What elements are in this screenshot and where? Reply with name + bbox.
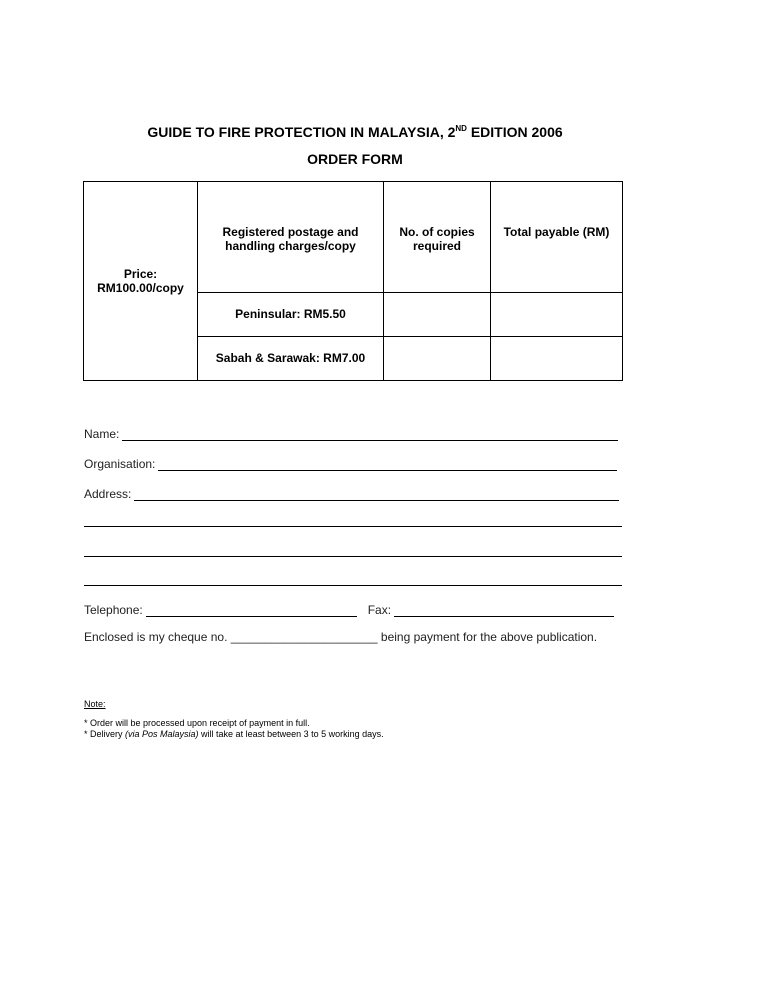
telephone-label: Telephone:	[84, 603, 143, 617]
sabah-sarawak-rate: Sabah & Sarawak: RM7.00	[198, 336, 384, 380]
price-cell	[84, 182, 198, 381]
address-row	[84, 485, 619, 501]
name-field[interactable]	[122, 428, 618, 441]
peninsular-copies-input[interactable]	[384, 292, 491, 336]
copies-header: No. of copies required	[384, 182, 491, 293]
title-text-part2: EDITION 2006	[466, 124, 563, 140]
address-field-line3[interactable]	[84, 556, 622, 557]
price-value: RM100.00/copy	[97, 281, 184, 295]
title-text-part1: GUIDE TO FIRE PROTECTION IN MALAYSIA, 2	[147, 124, 456, 140]
note-label: Note	[84, 699, 104, 709]
order-table	[83, 181, 623, 381]
cheque-statement: Enclosed is my cheque no. ______________________ being payment for the above publication.	[84, 630, 598, 644]
price-label: Price:	[123, 267, 158, 281]
name-label: Name:	[84, 427, 120, 441]
title-superscript: ND	[455, 124, 467, 133]
delivery-suffix: will take at least between 3 to 5 working days.	[198, 729, 384, 739]
fax-field[interactable]	[394, 604, 614, 617]
sabah-total-input[interactable]	[491, 336, 623, 380]
form-title	[0, 124, 710, 140]
peninsular-total-input[interactable]	[491, 292, 623, 336]
organisation-row	[84, 455, 617, 471]
address-field-line2[interactable]	[84, 526, 622, 527]
organisation-label: Organisation:	[84, 457, 156, 471]
sabah-copies-input[interactable]	[384, 336, 491, 380]
delivery-prefix: * Delivery	[84, 729, 126, 739]
table-header-row	[84, 182, 623, 293]
fax-label: Fax:	[367, 603, 392, 617]
delivery-carrier: (via Pos Malaysia)	[125, 729, 199, 739]
name-row	[84, 425, 618, 441]
note-item-payment: * Order will be processed upon receipt of payment in full.	[84, 718, 310, 728]
note-colon: :	[103, 699, 106, 709]
form-subtitle: ORDER FORM	[307, 151, 403, 167]
address-field-line4[interactable]	[84, 585, 622, 586]
address-field-line1[interactable]	[134, 488, 619, 501]
telephone-row	[84, 601, 614, 617]
postage-header: Registered postage and handling charges/copy	[198, 182, 384, 293]
total-header: Total payable (RM)	[491, 182, 623, 293]
note-item-delivery	[84, 729, 384, 739]
telephone-field[interactable]	[146, 604, 357, 617]
peninsular-rate: Peninsular: RM5.50	[198, 292, 384, 336]
address-label: Address:	[84, 487, 132, 501]
organisation-field[interactable]	[158, 458, 617, 471]
note-heading	[84, 699, 106, 709]
